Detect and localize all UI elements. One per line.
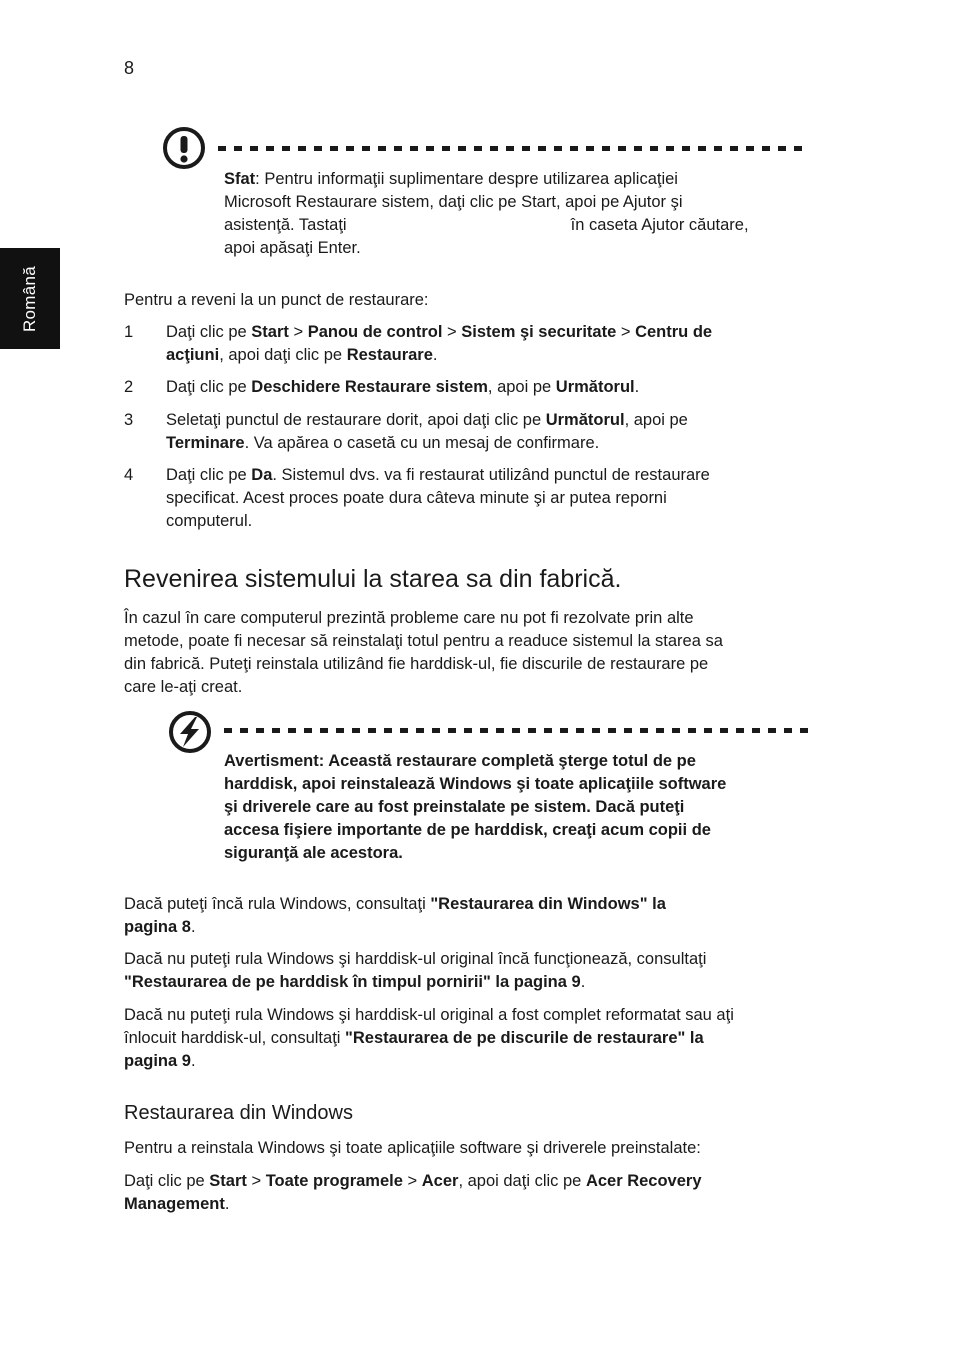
step-1: Daţi clic pe Start > Panou de control > Sistem şi securitate > Centru de acţiuni, apoi daţi clic pe Restaurare. — [166, 323, 713, 364]
step-number: 3 — [124, 411, 134, 429]
tip-label: Sfat — [224, 170, 256, 188]
ref-link-harddisk[interactable]: "Restaurarea de pe harddisk în timpul pornirii" la pagina 9 — [124, 973, 581, 991]
step-4: Daţi clic pe Da. Sistemul dvs. va fi restaurat utilizând punctul de restaurare specificat. Acest proces poate dura câteva minute şi ar putea reporni computerul. — [166, 466, 710, 530]
step-number: 4 — [124, 466, 134, 484]
ref-windows: Dacă puteţi încă rula Windows, consultaţi "Restaurarea din Windows" la pagina 8. — [124, 895, 666, 936]
restore-intro: Pentru a reveni la un punct de restaurare: — [124, 291, 429, 309]
language-side-tab — [0, 248, 60, 349]
subsection-title: Restaurarea din Windows — [124, 1102, 353, 1124]
page-number: 8 — [124, 58, 135, 78]
step-3: Seletaţi punctul de restaurare dorit, apoi daţi clic pe Următorul, apoi pe Terminare. Va apărea o casetă cu un mesaj de confirmare. — [166, 411, 688, 452]
exclamation-circle-icon — [162, 126, 206, 170]
ref-discs: Dacă nu puteţi rula Windows şi harddisk-ul original a fost complet reformatat sau aţi înlocuit harddisk-ul, consultaţi "Restaurarea de pe discurile de restaurare" la pagina 9. — [124, 1006, 734, 1070]
tip-text: Sfat: Pentru informaţii suplimentare despre utilizarea aplicaţiei Microsoft Restaurare sistem, daţi clic pe Start, apoi pe Ajutor şi asistenţă. Tastaţi în caseta Ajutor căutare, apoi apăsaţi Enter. — [224, 170, 749, 257]
step-number: 1 — [124, 323, 134, 341]
step-2: Daţi clic pe Deschidere Restaurare sistem, apoi pe Următorul. — [166, 378, 640, 396]
ref-harddisk: Dacă nu puteţi rula Windows şi harddisk-ul original încă funcţionează, consultaţi "Restaurarea de pe harddisk în timpul pornirii" la pagina 9. — [124, 950, 707, 991]
warning-divider — [224, 728, 810, 733]
windows-intro: Pentru a reinstala Windows şi toate aplicaţiile software şi driverele preinstalate: — [124, 1139, 701, 1157]
section-title: Revenirea sistemului la starea sa din fabrică. — [124, 565, 622, 593]
side-tab-label: Română — [20, 265, 39, 332]
lightning-circle-icon — [168, 710, 212, 754]
section-intro: În cazul în care computerul prezintă probleme care nu pot fi rezolvate prin alte metode, poate fi necesar să reinstalaţi totul pentru a readuce sistemul la starea sa din fabrică. Puteţi reinstala utilizând fie harddisk-ul, fie discurile de restaurare pe care le-aţi creat. — [124, 609, 723, 696]
windows-step: Daţi clic pe Start > Toate programele > Acer, apoi daţi clic pe Acer Recovery Management. — [124, 1172, 702, 1213]
step-number: 2 — [124, 378, 134, 396]
tip-divider — [218, 146, 804, 151]
ref-link-windows[interactable]: "Restaurarea din Windows" la — [430, 895, 666, 913]
ref-link-discs[interactable]: "Restaurarea de pe discurile de restaurare" la — [345, 1029, 704, 1047]
warning-text: Avertisment: Această restaurare completă şterge totul de pe harddisk, apoi reinstalează Windows şi toate aplicaţiile software şi driverele care au fost preinstalate pe sistem. Dacă puteţi accesa fişiere importante de pe harddisk, creaţi acum copii de siguranţă ale acestora. — [224, 752, 727, 862]
